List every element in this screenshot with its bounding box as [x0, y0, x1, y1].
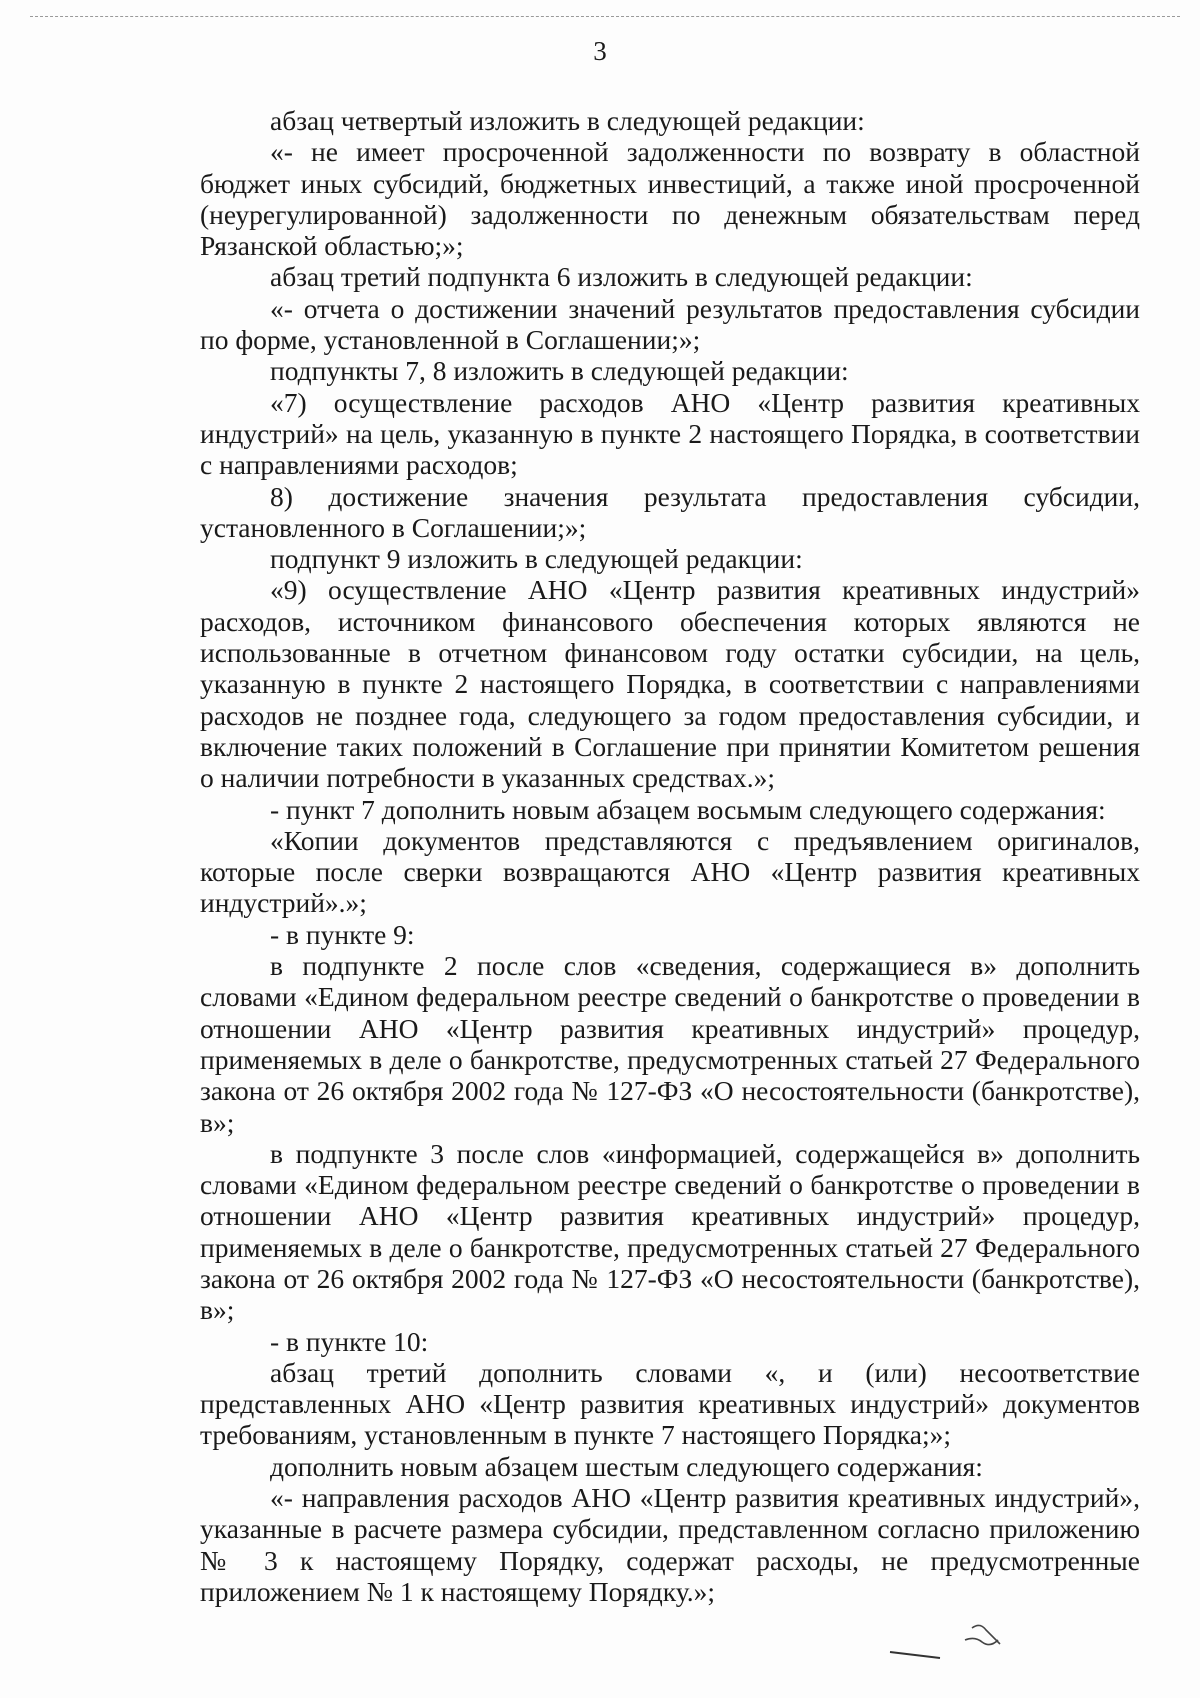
paragraph: - пункт 7 дополнить новым абзацем восьмым следующего содержания:	[270, 793, 1106, 825]
paragraph: в подпункте 2 после слов «сведения, содержащиеся в» дополнить словами «Едином федеральном реестре сведений о банкротстве о проведении в отношении АНО «Центр развития креативных индустрий» процедур, применяемых в деле о банкротстве, предусмотренных статьей 27 Федерального закона от 26 октября 2002 года № 127-ФЗ «О несостоятельности (банкротстве), в»;	[200, 950, 1140, 1138]
paragraph: подпункт 9 изложить в следующей редакции:	[270, 543, 803, 575]
paragraph: «- отчета о достижении значений результатов предоставления субсидии по форме, установленной в Соглашении;»;	[200, 292, 1140, 356]
paragraph: «7) осуществление расходов АНО «Центр развития креативных индустрий» на цель, указанную в пункте 2 настоящего Порядка, в соответствии с направлениями расходов;	[200, 386, 1140, 481]
paragraph: «9) осуществление АНО «Центр развития креативных индустрий» расходов, источником финансового обеспечения которых являются не использованные в отчетном финансовом году остатки субсидии, на цель, указанную в пункте 2 настоящего Порядка, в соответствии с направлениями расходов не позднее года, следующего за годом предоставления субсидии, и включение таких положений в Соглашение при принятии Комитетом решения о наличии потребности в указанных средствах.»;	[200, 574, 1140, 794]
paragraph: - в пункте 9:	[270, 918, 415, 950]
paragraph: 8) достижение значения результата предоставления субсидии, установленного в Соглашении;»;	[200, 480, 1140, 543]
paragraph: «- не имеет просроченной задолженности по возврату в областной бюджет иных субсидий, бюджетных инвестиций, а также иной просроченной (неурегулированной) задолженности по денежным обязательствам перед Рязанской областью;»;	[200, 136, 1140, 262]
paragraph: в подпункте 3 после слов «информацией, содержащейся в» дополнить словами «Едином федеральном реестре сведений о банкротстве о проведении в отношении АНО «Центр развития креативных индустрий» процедур, применяемых в деле о банкротстве, предусмотренных статьей 27 Федерального закона от 26 октября 2002 года № 127-ФЗ «О несостоятельности (банкротстве), в»;	[200, 1137, 1140, 1326]
paragraph: дополнить новым абзацем шестым следующего содержания:	[270, 1450, 983, 1482]
handwritten-mark	[880, 1600, 1030, 1670]
paragraph: «- направления расходов АНО «Центр развития креативных индустрий», указанные в расчете размера субсидии, представленном согласно приложению № 3 к настоящему Порядку, содержат расходы, не предусмотренные приложением № 1 к настоящему Порядку.»;	[200, 1482, 1140, 1607]
document-body	[200, 105, 1140, 1607]
paragraph: «Копии документов представляются с предъявлением оригиналов, которые после сверки возвращаются АНО «Центр развития креативных индустрий».»;	[200, 824, 1140, 919]
paragraph: абзац четвертый изложить в следующей редакции:	[270, 105, 865, 136]
paragraph: - в пункте 10:	[270, 1325, 429, 1357]
paragraph: абзац третий подпункта 6 изложить в следующей редакции:	[270, 261, 973, 293]
paragraph: абзац третий дополнить словами «, и (или) несоответствие представленных АНО «Центр развития креативных индустрий» документов требованиям, установленным в пункте 7 настоящего Порядка;»;	[200, 1356, 1140, 1451]
paragraph: подпункты 7, 8 изложить в следующей редакции:	[270, 355, 849, 387]
scan-top-edge-rule	[30, 16, 1180, 17]
page-number: 3	[593, 36, 607, 66]
